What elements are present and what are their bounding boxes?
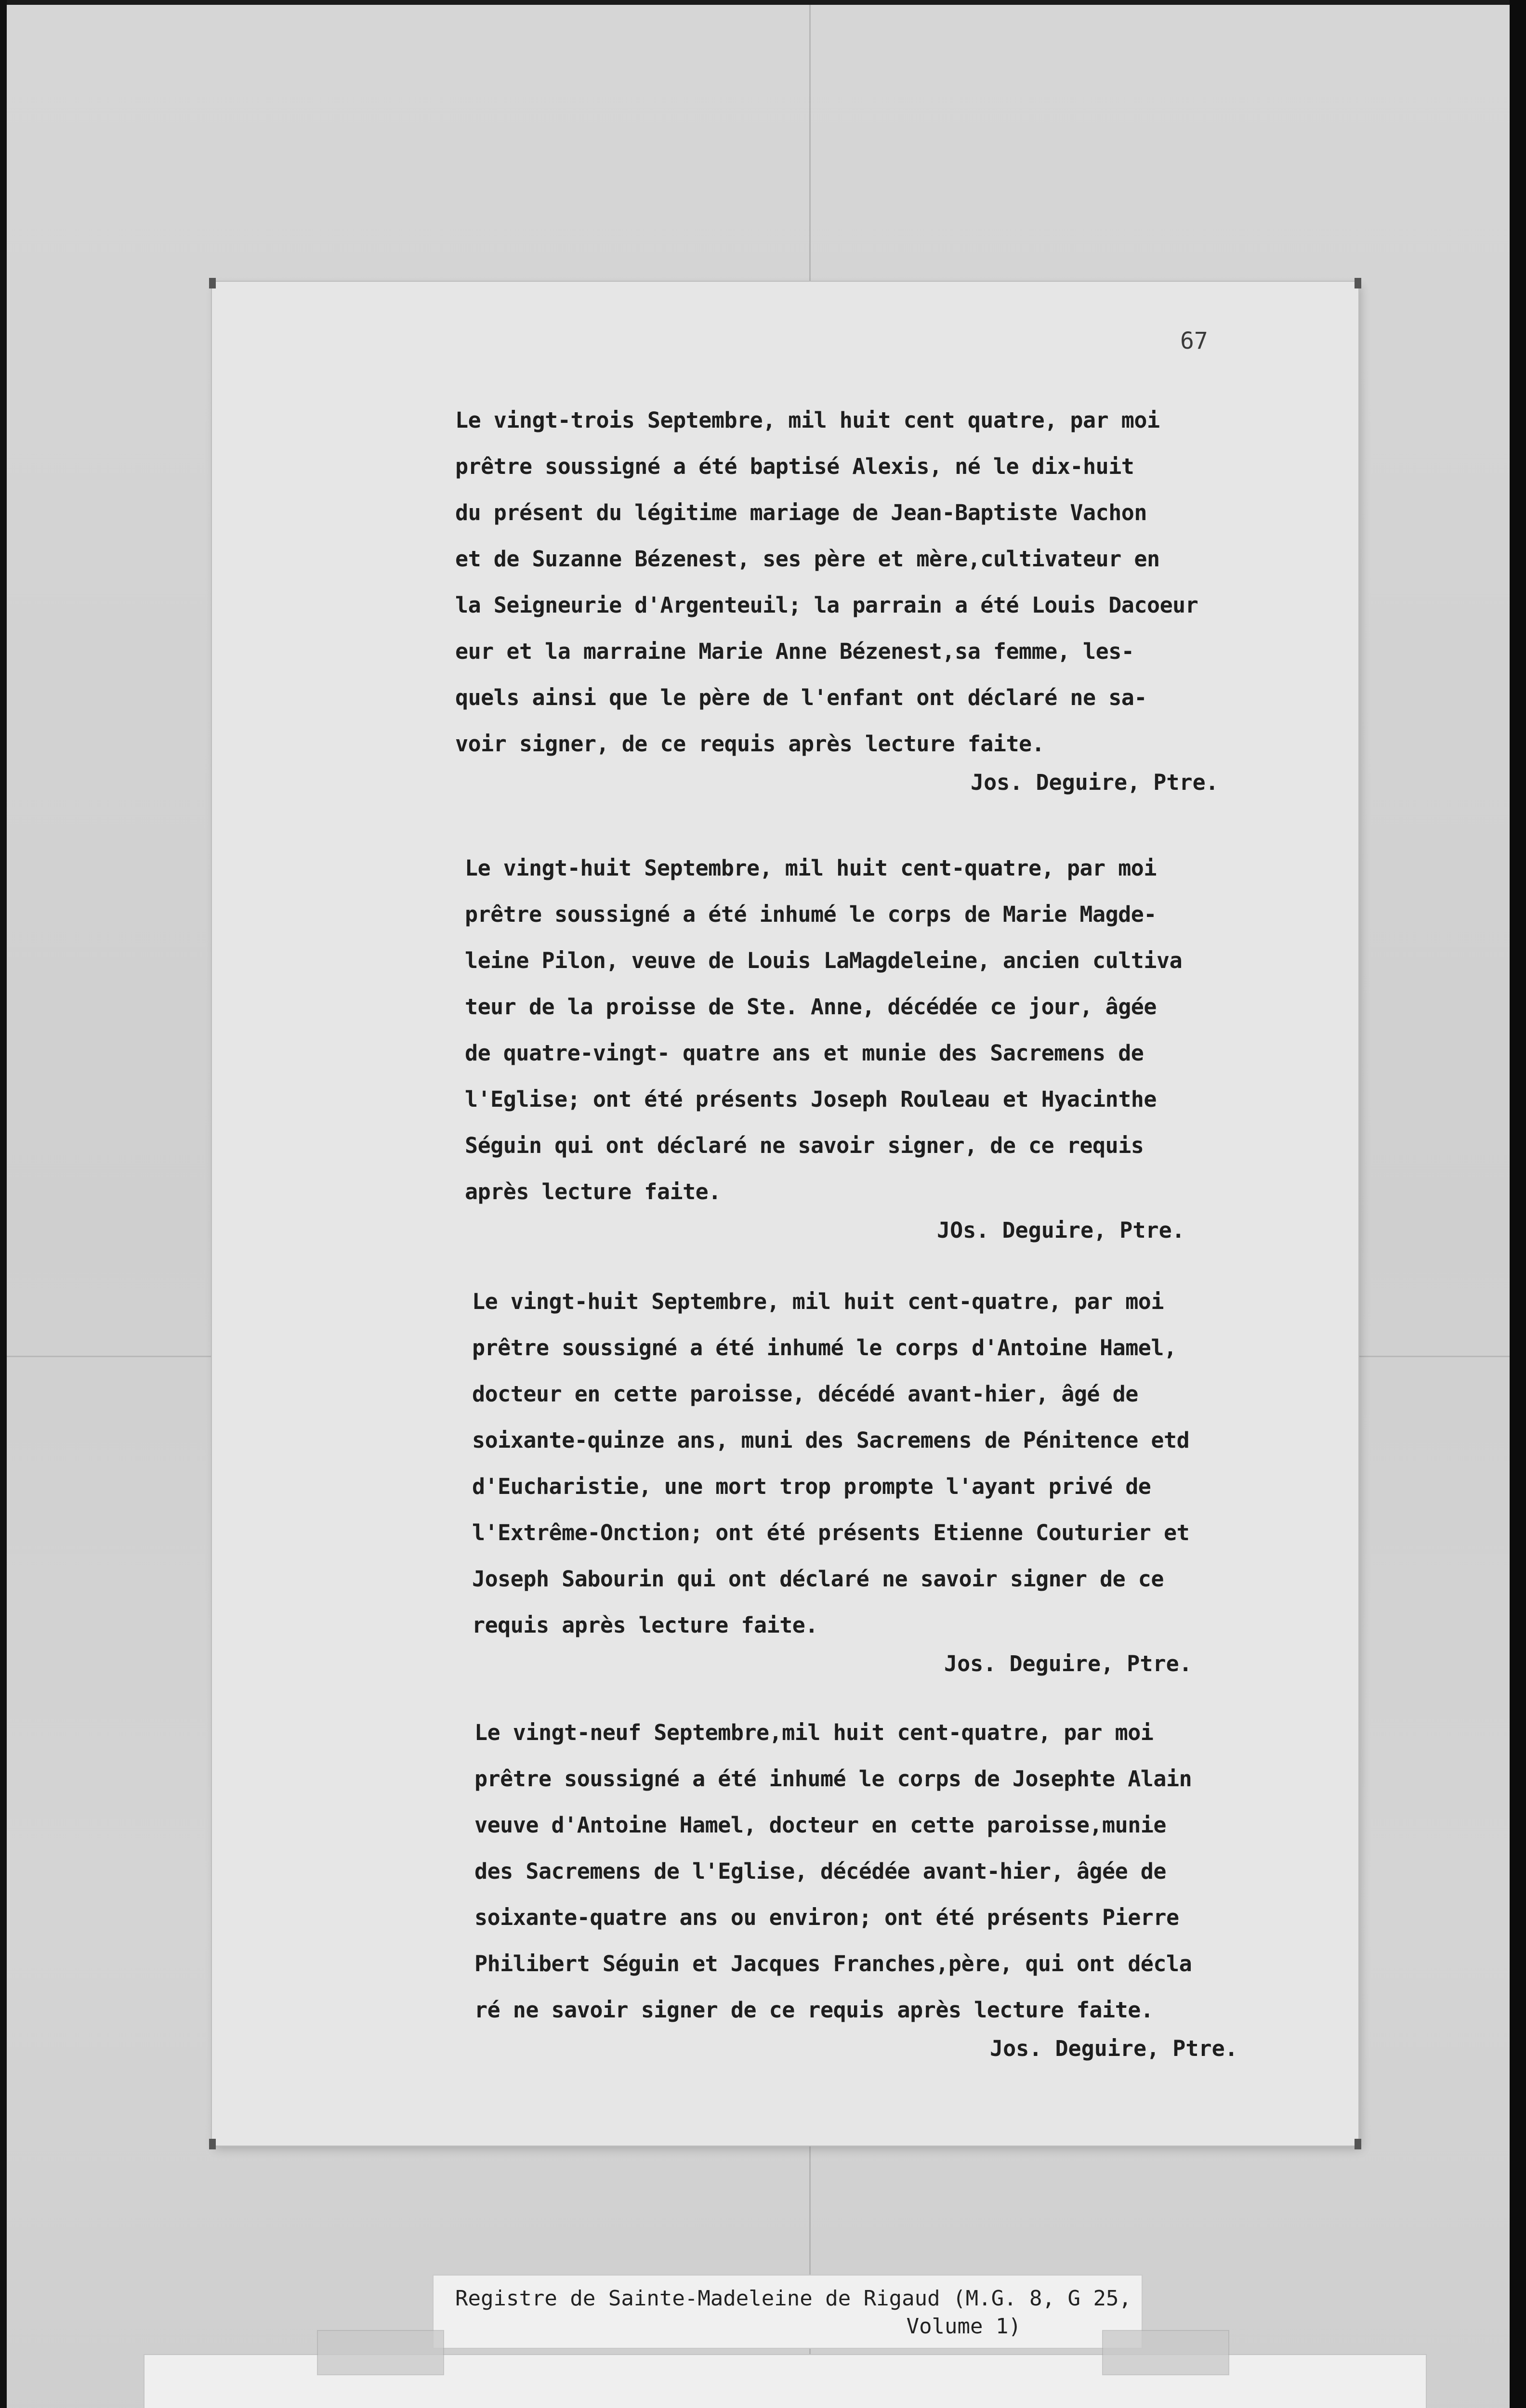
film-edge-top: [0, 0, 1526, 5]
entry-line: des Sacremens de l'Eglise, décédée avant-hier, âgée de: [474, 1858, 1166, 1884]
entry-line: prêtre soussigné a été inhumé le corps d'Antoine Hamel,: [472, 1335, 1177, 1361]
catalog-volume: Volume 1): [906, 2314, 1021, 2339]
entry-line: de quatre-vingt- quatre ans et munie des Sacremens de: [465, 1040, 1144, 1066]
entry-line: Le vingt-huit Septembre, mil huit cent-quatre, par moi: [465, 855, 1157, 881]
entry-line: docteur en cette paroisse, décédé avant-hier, âgé de: [472, 1381, 1138, 1407]
tape-piece: [1103, 2331, 1228, 2374]
entry-signature: Jos. Deguire, Ptre.: [944, 1651, 1192, 1676]
entry-line: veuve d'Antoine Hamel, docteur en cette paroisse,munie: [474, 1812, 1166, 1838]
register-entry: [474, 1710, 1332, 2072]
entry-line: Le vingt-trois Septembre, mil huit cent quatre, par moi: [455, 407, 1160, 433]
entry-line: prêtre soussigné a été inhumé le corps de Marie Magde-: [465, 902, 1157, 927]
corner-mark-top-left: [209, 278, 216, 288]
page-number: 67: [1180, 327, 1208, 354]
entry-line: voir signer, de ce requis après lecture faite.: [455, 731, 1045, 757]
entry-signature: JOs. Deguire, Ptre.: [937, 1217, 1185, 1243]
entry-line: leine Pilon, veuve de Louis LaMagdeleine, ancien cultiva: [465, 948, 1183, 973]
corner-mark-bottom-left: [209, 2139, 216, 2149]
catalog-reference: Registre de Sainte-Madeleine de Rigaud (M.G. 8, G 25,: [455, 2286, 1131, 2311]
register-entry: [465, 845, 1322, 1254]
entry-line: prêtre soussigné a été inhumé le corps de Josephte Alain: [474, 1766, 1192, 1792]
film-edge-left: [0, 0, 7, 2408]
register-page: [212, 282, 1358, 2146]
register-entry: [455, 397, 1313, 806]
entry-line: Séguin qui ont déclaré ne savoir signer, de ce requis: [465, 1133, 1144, 1158]
entry-line: Joseph Sabourin qui ont déclaré ne savoir signer de ce: [472, 1566, 1164, 1592]
entry-line: Philibert Séguin et Jacques Franches,père, qui ont décla: [474, 1951, 1192, 1976]
corner-mark-top-right: [1355, 278, 1361, 288]
register-entry: [472, 1279, 1329, 1687]
entry-line: quels ainsi que le père de l'enfant ont déclaré ne sa-: [455, 685, 1147, 710]
entry-signature: Jos. Deguire, Ptre.: [990, 2036, 1238, 2061]
entry-line: requis après lecture faite.: [472, 1612, 818, 1638]
entry-signature: Jos. Deguire, Ptre.: [971, 770, 1219, 795]
entry-line: ré ne savoir signer de ce requis après lecture faite.: [474, 1997, 1154, 2023]
entry-line: et de Suzanne Bézenest, ses père et mère,cultivateur en: [455, 546, 1160, 572]
entry-line: après lecture faite.: [465, 1179, 721, 1204]
entry-line: soixante-quinze ans, muni des Sacremens de Pénitence etd: [472, 1427, 1190, 1453]
corner-mark-bottom-right: [1355, 2139, 1361, 2149]
entry-line: teur de la proisse de Ste. Anne, décédée ce jour, âgée: [465, 994, 1157, 1020]
film-edge-right: [1510, 0, 1526, 2408]
entry-line: l'Extrême-Onction; ont été présents Etienne Couturier et: [472, 1520, 1190, 1545]
entry-line: prêtre soussigné a été baptisé Alexis, né le dix-huit: [455, 454, 1134, 479]
tape-piece: [318, 2331, 443, 2374]
entry-line: d'Eucharistie, une mort trop prompte l'ayant privé de: [472, 1474, 1151, 1499]
entry-line: du présent du légitime mariage de Jean-Baptiste Vachon: [455, 500, 1147, 525]
entry-line: eur et la marraine Marie Anne Bézenest,sa femme, les-: [455, 639, 1134, 664]
entry-line: la Seigneurie d'Argenteuil; la parrain a été Louis Dacoeur: [455, 592, 1198, 618]
catalog-label: [434, 2276, 1142, 2348]
entry-line: l'Eglise; ont été présents Joseph Rouleau et Hyacinthe: [465, 1086, 1157, 1112]
entry-line: soixante-quatre ans ou environ; ont été présents Pierre: [474, 1905, 1179, 1930]
entry-line: Le vingt-neuf Septembre,mil huit cent-quatre, par moi: [474, 1720, 1154, 1745]
entry-line: Le vingt-huit Septembre, mil huit cent-quatre, par moi: [472, 1289, 1164, 1314]
